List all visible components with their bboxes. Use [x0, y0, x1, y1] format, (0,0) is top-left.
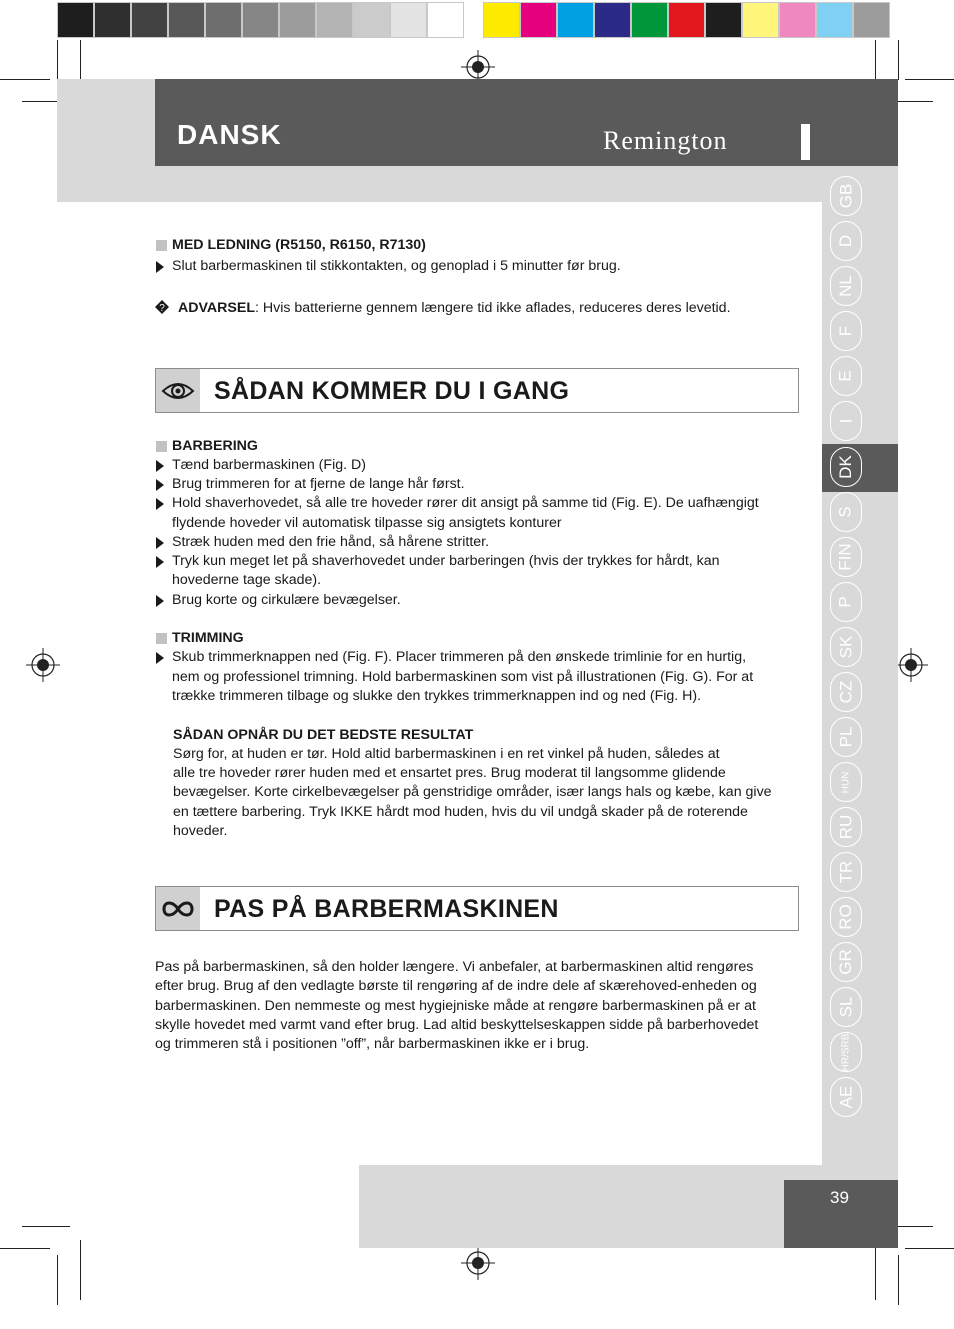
language-tab-f[interactable]: F [830, 311, 862, 351]
heading-square-icon [156, 633, 167, 644]
registration-mark-icon [26, 648, 60, 682]
crop-mark [57, 40, 58, 80]
color-swatch-strip [483, 2, 890, 38]
bullet-arrow-icon [156, 261, 164, 273]
language-tab-fin[interactable]: FIN [830, 537, 862, 577]
crop-mark [22, 1226, 70, 1227]
shaving-heading: BARBERING [172, 438, 258, 454]
language-tab-hun[interactable]: HUN [830, 762, 862, 802]
language-tab-tr[interactable]: TR [830, 852, 862, 892]
warning-label: ADVARSEL [178, 300, 255, 316]
crop-mark [80, 1240, 81, 1300]
shaving-bullet: Tænd barbermaskinen (Fig. D) [172, 457, 366, 473]
page-title: DANSK [177, 119, 282, 150]
crop-mark [0, 79, 50, 80]
language-tab-d[interactable]: D [830, 221, 862, 261]
best-result-line: alle tre hoveder rører huden med et ensartet pres. Brug moderat til langsomme glidende [173, 765, 726, 781]
best-result-line: hoveder. [173, 823, 228, 839]
crop-mark [0, 1248, 50, 1249]
bullet-arrow-icon [156, 479, 164, 491]
language-tab-dk[interactable]: DK [830, 447, 862, 487]
brand-logo-bar [801, 124, 810, 160]
care-line: og trimmeren stå i positionen ”off”, når barbermaskinen ikke er i brug. [155, 1036, 590, 1052]
bullet-arrow-icon [156, 498, 164, 510]
section-title-care: PAS PÅ BARBERMASKINEN [214, 895, 559, 923]
frame-top [57, 166, 898, 202]
shaving-bullet-cont: hovederne tage skade). [172, 572, 322, 588]
trimming-line: Skub trimmerknappen ned (Fig. F). Placer trimmeren på den ønskede trimlinie for en hurtig, [172, 649, 747, 665]
infinity-icon [156, 887, 200, 930]
language-tab-ae[interactable]: AE [830, 1077, 862, 1117]
cord-heading: MED LEDNING (R5150, R6150, R7130) [172, 237, 426, 253]
language-tab-hr-srb[interactable]: HR/SRB [830, 1032, 862, 1072]
crop-mark [57, 1255, 58, 1305]
section-header-care [155, 886, 799, 931]
care-line: skylle hovedet med varmt vand efter brug. Lad altid beskyttelseskappen sidde på barberhovedet [155, 1017, 759, 1033]
language-tab-ru[interactable]: RU [830, 807, 862, 847]
shaving-bullet: Brug trimmeren for at fjerne de lange hår først. [172, 476, 465, 492]
registration-mark-icon [461, 1246, 495, 1280]
care-line: barbermaskinen. Den nemmeste og mest hygiejniske måde at rengøre barbermaskinen på er at [155, 998, 756, 1014]
language-tab-sl[interactable]: SL [830, 987, 862, 1027]
language-tab-ro[interactable]: RO [830, 897, 862, 937]
heading-square-icon [156, 441, 167, 452]
page-number: 39 [830, 1188, 849, 1207]
svg-text:?: ? [159, 303, 165, 314]
bullet-arrow-icon [156, 595, 164, 607]
language-tab-i[interactable]: I [830, 401, 862, 441]
best-result-heading: SÅDAN OPNÅR DU DET BEDSTE RESULTAT [173, 727, 474, 743]
trimming-line: trække trimmeren tilbage og slukke den trykkes trimmerknappen ind og ned (Fig. H). [172, 688, 702, 704]
language-tab-p[interactable]: P [830, 582, 862, 622]
section-header-getting-started [155, 368, 799, 413]
care-line: Pas på barbermaskinen, så den holder længere. Vi anbefaler, at barbermaskinen altid rengøres [155, 959, 754, 975]
language-tab-nl[interactable]: NL [830, 266, 862, 306]
bullet-arrow-icon [156, 556, 164, 568]
language-tab-pl[interactable]: PL [830, 717, 862, 757]
language-tab-s[interactable]: S [830, 492, 862, 532]
trimming-line: nem og professionel trimning. Hold barbermaskinen som vist på illustrationen (Fig. G). For at [172, 669, 754, 685]
warning-text [178, 299, 731, 318]
bullet-arrow-icon [156, 537, 164, 549]
crop-mark [875, 1240, 876, 1300]
warning-diamond-icon [154, 299, 170, 315]
shaving-bullet-cont: flydende hoveder vil automatisk tilpasse sig ansigtets konturer [172, 515, 562, 531]
language-tab-gr[interactable]: GR [830, 942, 862, 982]
language-tab-cz[interactable]: CZ [830, 672, 862, 712]
shaving-bullet: Stræk huden med den frie hånd, så hårene stritter. [172, 534, 490, 550]
crop-mark [898, 1255, 899, 1305]
shaving-bullet: Brug korte og cirkulære bevægelser. [172, 592, 401, 608]
registration-mark-icon [894, 648, 928, 682]
grey-swatch-strip [57, 2, 464, 38]
cord-bullet: Slut barbermaskinen til stikkontakten, og genoplad i 5 minutter før brug. [172, 258, 621, 274]
shaving-bullet: Tryk kun meget let på shaverhovedet under barberingen (hvis der trykkes for hårdt, kan [172, 553, 720, 569]
bullet-arrow-icon [156, 460, 164, 472]
language-tab-gb[interactable]: GB [830, 176, 862, 216]
best-result-line: en tættere barbering. Tryk IKKE hårdt mod huden, hvis du vil undgå skader på de roterende [173, 804, 748, 820]
crop-mark [905, 79, 954, 80]
trimming-heading: TRIMMING [172, 630, 244, 646]
shaving-bullet: Hold shaverhovedet, så alle tre hoveder rører dit ansigt på samme tid (Fig. E). De uafhængigt [172, 495, 759, 511]
care-line: efter brug. Brug af den vedlagte børste til rengøring af de indre dele af skærehoved-enheden og [155, 978, 757, 994]
language-tab-sk[interactable]: SK [830, 627, 862, 667]
eye-icon [156, 369, 200, 412]
language-tab-e[interactable]: E [830, 356, 862, 396]
bullet-arrow-icon [156, 652, 164, 664]
crop-mark [898, 40, 899, 80]
crop-mark [905, 1248, 954, 1249]
best-result-line: Sørg for, at huden er tør. Hold altid barbermaskinen i en ret vinkel på huden, således at [173, 746, 720, 762]
heading-square-icon [156, 240, 167, 251]
warning-body: : Hvis batterierne gennem længere tid ikke aflades, reduceres deres levetid. [254, 300, 731, 316]
brand-logo: Remington [603, 126, 728, 155]
best-result-line: bevægelser. Korte cirkelbevægelser på genstridige områder, især langs hals og kæbe, kan give [173, 784, 772, 800]
section-title-getting-started: SÅDAN KOMMER DU I GANG [214, 377, 570, 405]
